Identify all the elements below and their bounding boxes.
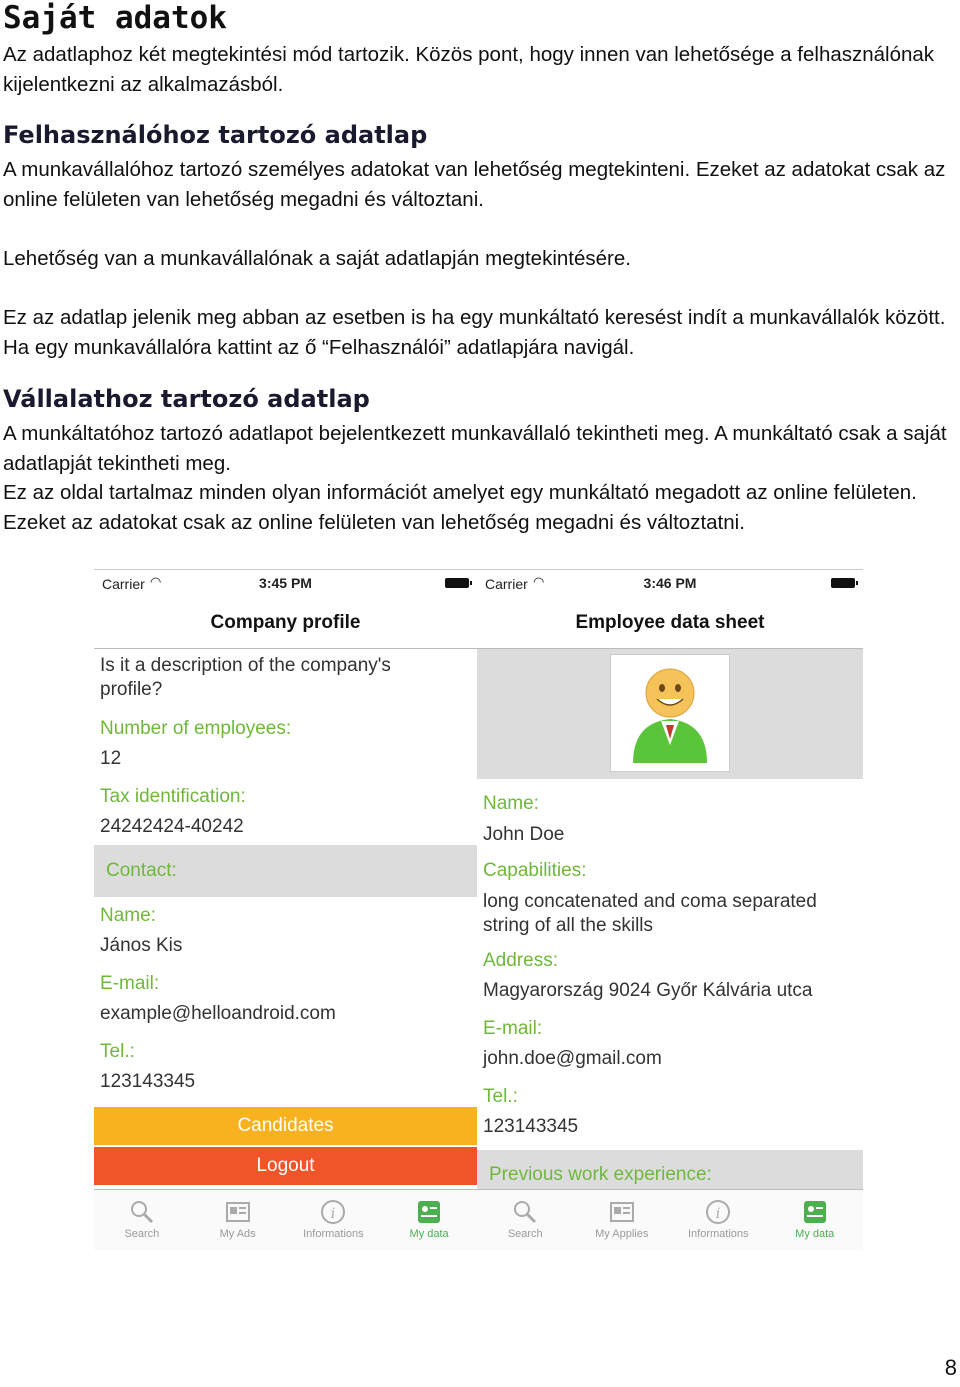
tab-my-data[interactable]: [381, 1190, 477, 1250]
tab-my-ads[interactable]: [190, 1190, 286, 1250]
section1-paragraph-2: Lehetőség van a munkavállalónak a saját adatlapján megtekintésére.: [3, 247, 631, 270]
employees-label: Number of employees:: [100, 718, 292, 739]
experience-section-header: [477, 1150, 863, 1190]
tab-search[interactable]: [94, 1190, 190, 1250]
contact-tel-value: 123143345: [100, 1071, 196, 1092]
tab-label: My Applies: [595, 1228, 649, 1240]
section-heading-company: Vállalathoz tartozó adatlap: [3, 385, 370, 413]
nav-title: Company profile: [94, 598, 477, 649]
tab-search[interactable]: [477, 1190, 574, 1250]
my-data-icon: [801, 1198, 829, 1226]
my-data-icon: [415, 1198, 443, 1226]
address-label: Address:: [483, 950, 558, 971]
contact-email-value: example@helloandroid.com: [100, 1003, 336, 1024]
battery-icon: [831, 578, 855, 588]
contact-label: Contact:: [106, 860, 177, 881]
svg-text:i: i: [716, 1206, 721, 1222]
employee-name-label: Name:: [483, 793, 539, 814]
tab-label: Search: [124, 1228, 160, 1240]
avatar: [610, 654, 730, 772]
status-time: 3:45 PM: [259, 575, 312, 591]
experience-label: Previous work experience:: [489, 1164, 712, 1185]
tab-label: My Ads: [219, 1228, 256, 1240]
tab-bar: [94, 1189, 477, 1250]
carrier-label: Carrier: [102, 576, 145, 592]
tax-label: Tax identification:: [100, 786, 246, 807]
user-avatar-icon: [611, 655, 729, 771]
section2-paragraph-2: Ez az oldal tartalmaz minden olyan információt amelyet egy munkáltató megadott az online felületen. Ezeket az adatokat csak az online felületen van lehetőség megadni és változtatni.: [3, 481, 917, 534]
carrier-label: Carrier: [485, 576, 528, 592]
capabilities-value: long concatenated and coma separated string of all the skills: [483, 891, 817, 936]
employees-value: 12: [100, 748, 122, 769]
contact-tel-label: Tel.:: [100, 1041, 135, 1062]
section2-paragraph-1: A munkáltatóhoz tartozó adatlapot bejelentkezett munkavállaló tekintheti meg. A munkáltató csak a saját adatlapját tekintheti meg.: [3, 422, 947, 475]
employee-sheet-screenshot: [477, 569, 863, 1250]
candidates-button[interactable]: Candidates: [94, 1107, 477, 1145]
intro-paragraph: Az adatlaphoz két megtekintési mód tartozik. Közös pont, hogy innen van lehetősége a felhasználónak kijelentkezni az alkalmazásból.: [3, 43, 935, 96]
status-bar: [477, 570, 863, 598]
tab-my-applies[interactable]: [574, 1190, 671, 1250]
wifi-icon: ◠: [533, 574, 545, 589]
employee-tel-label: Tel.:: [483, 1086, 518, 1107]
avatar-section: [477, 649, 863, 779]
status-bar: [94, 570, 477, 598]
tab-label: My data: [795, 1228, 835, 1240]
tab-label: Informations: [687, 1228, 749, 1240]
status-time: 3:46 PM: [643, 575, 697, 591]
employee-tel-value: 123143345: [483, 1116, 579, 1137]
contact-email-label: E-mail:: [100, 973, 160, 994]
employee-email-label: E-mail:: [483, 1018, 543, 1039]
address-value: Magyarország 9024 Győr Kálvária utca: [483, 980, 813, 1001]
contact-name-value: János Kis: [100, 935, 183, 956]
tab-informations[interactable]: [670, 1190, 767, 1250]
tab-label: Informations: [303, 1228, 364, 1240]
search-icon: [511, 1198, 539, 1226]
tab-label: Search: [507, 1228, 543, 1240]
section-heading-user: Felhasználóhoz tartozó adatlap: [3, 121, 428, 149]
employee-name-value: John Doe: [483, 824, 565, 845]
tab-label: My data: [409, 1228, 449, 1240]
page-number: 8: [944, 1355, 957, 1380]
contact-section-header: [94, 845, 477, 897]
company-description: Is it a description of the company's profile?: [100, 655, 391, 700]
ads-icon: [224, 1198, 252, 1226]
page-title: Saját adatok: [3, 0, 227, 36]
wifi-icon: ◠: [150, 574, 162, 589]
tab-bar: [477, 1189, 863, 1250]
nav-title: Employee data sheet: [477, 598, 863, 649]
tab-informations[interactable]: [286, 1190, 382, 1250]
section1-paragraph-3: Ez az adatlap jelenik meg abban az esetben is ha egy munkáltató keresést indít a munkavállalók között. Ha egy munkavállalóra kattint az ő “Felhasználói” adatlapjára navigál.: [3, 306, 946, 359]
applies-icon: [608, 1198, 636, 1226]
info-icon: [704, 1198, 732, 1226]
svg-text:i: i: [331, 1206, 336, 1222]
capabilities-label: Capabilities:: [483, 860, 587, 881]
tax-value: 24242424-40242: [100, 816, 244, 837]
logout-button[interactable]: Logout: [94, 1147, 477, 1185]
info-icon: [319, 1198, 347, 1226]
section1-paragraph-1: A munkavállalóhoz tartozó személyes adatokat van lehetőség megtekinteni. Ezeket az adatokat csak az online felületen van lehetőség megadni és változtani.: [3, 158, 946, 211]
contact-name-label: Name:: [100, 905, 156, 926]
search-icon: [128, 1198, 156, 1226]
battery-icon: [445, 578, 469, 588]
employee-email-value: john.doe@gmail.com: [483, 1048, 662, 1069]
tab-my-data[interactable]: [767, 1190, 864, 1250]
company-profile-screenshot: [94, 569, 477, 1250]
